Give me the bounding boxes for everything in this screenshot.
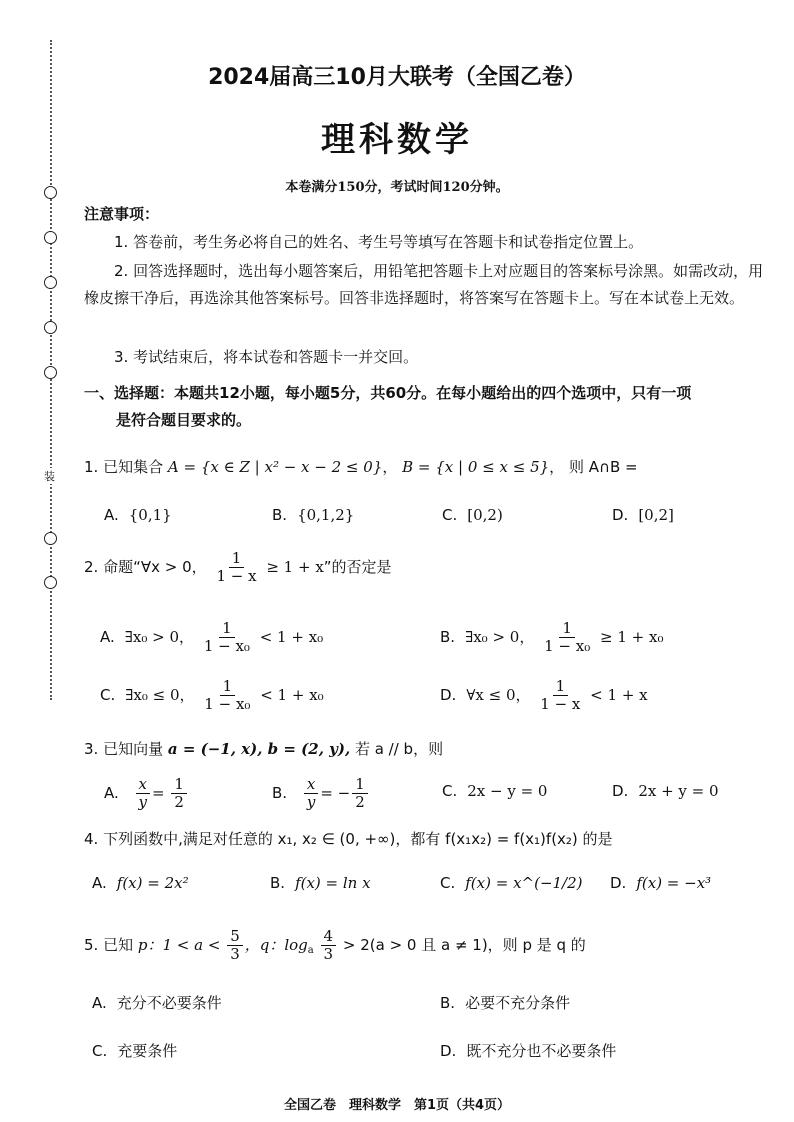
set-a: A = {x ∈ Z | x² − x − 2 ≤ 0} [167,458,383,476]
option-b[interactable]: B. 必要不充分条件 [440,994,571,1012]
fraction: $\frac{1}{\text{1 − x₀}}$ [204,677,251,714]
option-text: 充分不必要条件 [116,994,222,1012]
question-1: 1. 已知集合 A = {x ∈ Z | x² − x − 2 ≤ 0}， B = {x | 0 ≤ x ≤ 5}， 则 A∩B = [84,458,638,476]
option-c[interactable]: C. 充要条件 [92,1042,178,1060]
vector-expression: a = (−1, x), b = (2, y), [167,740,351,758]
section-line: 一、选择题：本题共12小题，每小题5分，共60分。在每小题给出的四个选项中，只有一项 [84,384,692,402]
binding-hole-icon [44,532,57,545]
option-text: 必要不充分条件 [465,994,571,1012]
fraction: $\frac{x}{y}$ [304,776,318,812]
option-text: f(x) = −x³ [636,874,712,892]
option-d[interactable]: D. 2x + y = 0 [612,782,719,800]
binding-hole-icon [44,321,57,334]
option-text: {0,1,2} [297,506,355,524]
option-b[interactable]: B. $\frac{x}{y}$ = − $\frac{1}{2}$ [272,776,370,812]
fraction: $\frac{1}{2}$ [352,776,368,812]
section-heading [84,380,774,434]
notes-heading: 注意事项： [84,205,160,223]
option-a[interactable]: A. ∃x₀ > 0， $\frac{1}{\text{1 − x₀}}$ < 1 + x₀ [100,619,324,656]
question-number: 4. [84,830,99,848]
option-a[interactable]: A. f(x) = 2x² [92,874,189,892]
option-b[interactable]: B. ∃x₀ > 0， $\frac{1}{\text{1 − x₀}}$ ≥ 1 + x₀ [440,619,664,656]
option-a[interactable]: A. $\frac{x}{y}$ = $\frac{1}{2}$ [104,776,189,812]
option-d[interactable]: D. [0,2] [612,506,674,524]
option-c[interactable]: C. ∃x₀ ≤ 0， $\frac{1}{\text{1 − x₀}}$ < 1 + x₀ [100,677,324,714]
question-tail: > 2(a > 0 且 a ≠ 1)，则 p 是 q 的 [342,935,586,954]
fraction: $\frac{5}{3}$ [227,928,243,964]
binding-label: 装 [44,470,55,483]
fraction: $\frac{1}{1 - x}$ [216,549,257,586]
question-text: 命题“∀x > 0， [103,557,207,576]
question-text: 已知向量 [103,740,164,758]
question-tail: 则 A∩B = [568,458,638,476]
option-c[interactable]: C. f(x) = x^(−1/2) [440,874,583,892]
fraction: $\frac{1}{2}$ [171,776,187,812]
option-d[interactable]: D. f(x) = −x³ [610,874,712,892]
option-text: f(x) = ln x [295,874,371,892]
page-footer: 全国乙卷 理科数学 第1页（共4页） [283,1098,511,1113]
option-d[interactable]: D. 既不充分也不必要条件 [440,1042,617,1060]
inequality: ≥ 1 + x [266,557,324,576]
section-line: 是符合题目要求的。 [116,411,252,429]
option-a[interactable]: A. {0,1} [104,506,172,524]
condition-p: p：1 < a < [137,935,221,954]
option-text: f(x) = 2x² [116,874,189,892]
note-item: 2. 回答选择题时，选出每小题答案后，用铅笔把答题卡上对应题目的答案标号涂黑。如需改动，用橡皮擦干净后，再选涂其他答案标号。回答非选择题时，将答案写在答题卡上。写在本试卷上无效。 [84,262,764,307]
exam-info: 本卷满分150分，考试时间120分钟。 [285,180,509,195]
exam-title: 2024届高三10月大联考（全国乙卷） [208,65,586,90]
question-5: 5. 已知 p：1 < a < $\frac{5}{3}$ ，q：$\log_a$ $\frac{4}{3}$ > 2(a > 0 且 a ≠ 1)，则 p 是 q 的 [84,927,586,964]
question-number: 5. [84,935,99,954]
question-number: 3. [84,740,99,758]
option-text: 充要条件 [117,1042,178,1060]
question-tail: ”的否定是 [323,557,392,576]
question-text: 下列函数中,满足对任意的 x₁, x₂ ∈ (0, +∞)，都有 f(x₁x₂) = f(x₁)f(x₂) 的是 [103,830,613,848]
question-3 [84,738,443,759]
option-text: [0,2] [638,506,674,524]
condition-q: ，q：log [244,935,308,954]
fraction: $\frac{1}{\text{1 − x₀}}$ [203,619,250,656]
option-d[interactable]: D. ∀x ≤ 0， $\frac{1}{1 - x}$ < 1 + x [440,677,648,714]
question-2 [84,550,392,586]
question-number: 2. [84,557,99,576]
set-b: B = {x | 0 ≤ x ≤ 5} [402,458,550,476]
binding-hole-icon [44,366,57,379]
option-text: 既不充分也不必要条件 [466,1042,617,1060]
option-text: f(x) = x^(−1/2) [465,874,583,892]
binding-hole-icon [44,276,57,289]
option-b[interactable]: B. f(x) = ln x [270,874,371,892]
note-item: 1. 答卷前，考生务必将自己的姓名、考生号等填写在答题卡和试卷指定位置上。 [114,233,644,251]
question-number: 1. [84,458,99,476]
option-text: 2x − y = 0 [467,782,548,800]
fraction: $\frac{4}{3}$ [321,928,337,964]
note-item: 3. 考试结束后，将本试卷和答题卡一并交回。 [114,348,419,366]
fraction: $\frac{1}{1 - x}$ [540,677,581,714]
exam-subject: 理科数学 [321,120,473,160]
fraction: $\frac{x}{y}$ [136,776,150,812]
option-a[interactable]: A. 充分不必要条件 [92,994,222,1012]
fraction: $\frac{1}{\text{1 − x₀}}$ [544,619,591,656]
binding-hole-icon [44,576,57,589]
option-text: 2x + y = 0 [638,782,719,800]
option-b[interactable]: B. {0,1,2} [272,506,355,524]
question-4 [84,828,613,849]
question-text: 已知 [103,935,134,954]
question-tail: 若 a // b，则 [354,740,444,758]
option-text: [0,2) [467,506,503,524]
binding-hole-icon [44,231,57,244]
option-c[interactable]: C. 2x − y = 0 [442,782,548,800]
option-text: {0,1} [128,506,172,524]
option-c[interactable]: C. [0,2) [442,506,503,524]
question-text: 已知集合 [103,458,164,476]
